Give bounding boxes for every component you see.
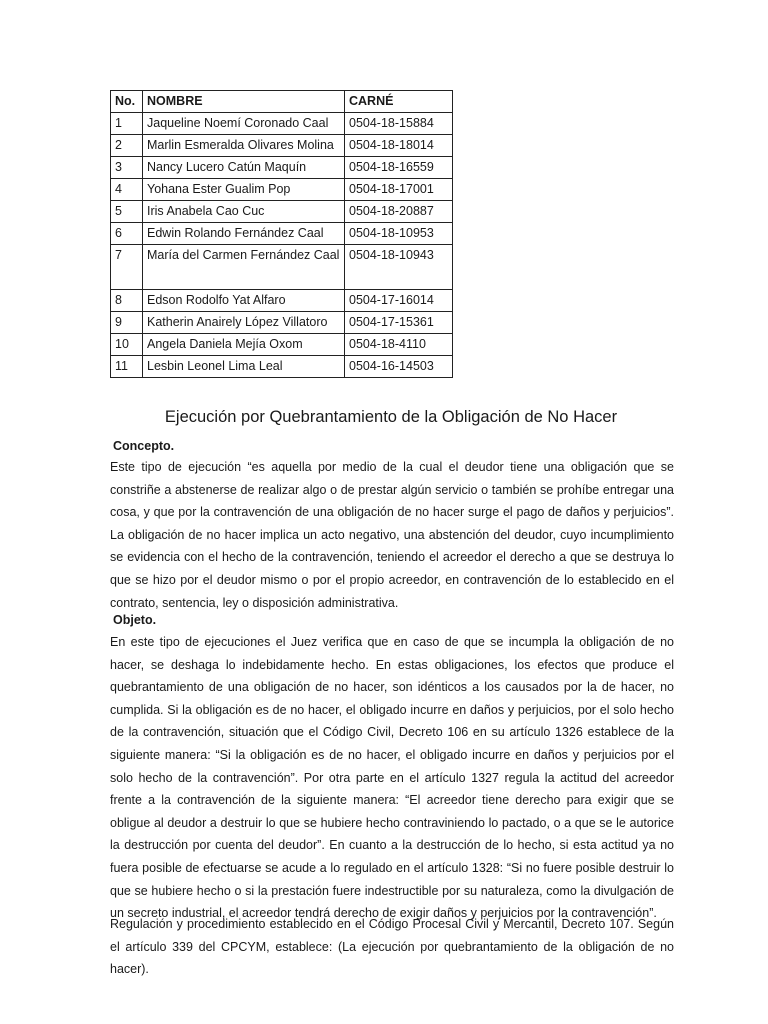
- table-row: [111, 312, 453, 334]
- regulacion-paragraph: Regulación y procedimiento establecido en el Código Procesal Civil y Mercantil, Decreto 107. Según el artículo 339 del CPCYM, establece: (La ejecución por quebrantamiento de la obligación de no hacer).: [110, 917, 674, 977]
- cell-no: 8: [111, 290, 143, 312]
- cell-name: María del Carmen Fernández Caal: [143, 245, 345, 290]
- cell-no: 6: [111, 223, 143, 245]
- cell-name: Jaqueline Noemí Coronado Caal: [143, 113, 345, 135]
- objeto-paragraph: En este tipo de ejecuciones el Juez verifica que en caso de que se incumpla la obligación de no hacer, se deshaga lo indebidamente hecho. En estas obligaciones, los efectos que produce el quebrantamiento de una obligación de no hacer, son idénticos a los causados por la de hacer, no cumplida. Si la obligación es de no hacer, el obligado incurre en daños y perjuicios, por el solo hecho de la contravención, situación que el Código Civil, Decreto 106 en su artículo 1326 establece de la siguiente manera: “Si la obligación es de no hacer, el obligado incurre en daños y perjuicios por el solo hecho de la contravención”. Por otra parte en el artículo 1327 regula la actitud del acreedor frente a la contravención de la siguiente manera: “El acreedor tiene derecho para exigir que se obligue al deudor a destruir lo que se hubiere hecho contraviniendo lo pactado, o a que se le autorice la destrucción por cuenta del deudor”. En cuanto a la destrucción de lo hecho, si esta actitud ya no fuera posible de efectuarse se acude a lo regulado en el artículo 1328: “Si no fuere posible destruir lo que se hubiere hecho o si la prestación fuere indestructible por su naturaleza, como la divulgación de un secreto industrial, el acreedor tendrá derecho de exigir daños y perjuicios por la contravención”.: [110, 635, 674, 921]
- cell-name: Angela Daniela Mejía Oxom: [143, 334, 345, 356]
- table-header-row: [111, 91, 453, 113]
- students-table: [110, 90, 453, 378]
- cell-carne: 0504-18-10953: [345, 223, 453, 245]
- table-row: [111, 290, 453, 312]
- cell-name: Edwin Rolando Fernández Caal: [143, 223, 345, 245]
- cell-carne: 0504-18-16559: [345, 157, 453, 179]
- concepto-heading: Concepto.: [113, 439, 175, 453]
- document-title: Ejecución por Quebrantamiento de la Obligación de No Hacer: [164, 408, 618, 426]
- cell-carne: 0504-17-16014: [345, 290, 453, 312]
- cell-no: 11: [111, 356, 143, 378]
- cell-no: 9: [111, 312, 143, 334]
- cell-name: Nancy Lucero Catún Maquín: [143, 157, 345, 179]
- cell-no: 1: [111, 113, 143, 135]
- cell-no: 7: [111, 245, 143, 290]
- table-row: [111, 356, 453, 378]
- cell-name: Marlin Esmeralda Olivares Molina: [143, 135, 345, 157]
- cell-name: Yohana Ester Gualim Pop: [143, 179, 345, 201]
- objeto-heading: Objeto.: [113, 613, 157, 627]
- cell-carne: 0504-18-4110: [345, 334, 453, 356]
- cell-no: 10: [111, 334, 143, 356]
- table-row: [111, 179, 453, 201]
- table-row: [111, 201, 453, 223]
- header-carne: CARNÉ: [345, 91, 453, 113]
- table-row: [111, 135, 453, 157]
- cell-carne: 0504-18-18014: [345, 135, 453, 157]
- table-row: [111, 245, 453, 290]
- table-row: [111, 334, 453, 356]
- cell-no: 2: [111, 135, 143, 157]
- cell-carne: 0504-17-15361: [345, 312, 453, 334]
- concepto-paragraph: Este tipo de ejecución “es aquella por medio de la cual el deudor tiene una obligación que se constriñe a abstenerse de realizar algo o de prestar algún servicio o también se prohíbe entregar una cosa, y que por la contravención de una obligación de no hacer surge el pago de daños y perjuicios”. La obligación de no hacer implica un acto negativo, una abstención del deudor, cuyo incumplimiento se evidencia con el hecho de la contravención, teniendo el acreedor el derecho a que se destruya lo que se hizo por el deudor mismo o por el propio acreedor, en contravención de lo establecido en el contrato, sentencia, ley o disposición administrativa.: [110, 460, 674, 610]
- cell-name: Lesbin Leonel Lima Leal: [143, 356, 345, 378]
- cell-name: Katherin Anairely López Villatoro: [143, 312, 345, 334]
- table-row: [111, 157, 453, 179]
- cell-no: 3: [111, 157, 143, 179]
- cell-carne: 0504-18-17001: [345, 179, 453, 201]
- cell-name: Edson Rodolfo Yat Alfaro: [143, 290, 345, 312]
- cell-carne: 0504-18-15884: [345, 113, 453, 135]
- cell-carne: 0504-18-10943: [345, 245, 453, 290]
- cell-no: 5: [111, 201, 143, 223]
- cell-carne: 0504-18-20887: [345, 201, 453, 223]
- table-row: [111, 223, 453, 245]
- cell-carne: 0504-16-14503: [345, 356, 453, 378]
- header-no: No.: [111, 91, 143, 113]
- header-name: NOMBRE: [143, 91, 345, 113]
- table-row: [111, 113, 453, 135]
- cell-name: Iris Anabela Cao Cuc: [143, 201, 345, 223]
- cell-no: 4: [111, 179, 143, 201]
